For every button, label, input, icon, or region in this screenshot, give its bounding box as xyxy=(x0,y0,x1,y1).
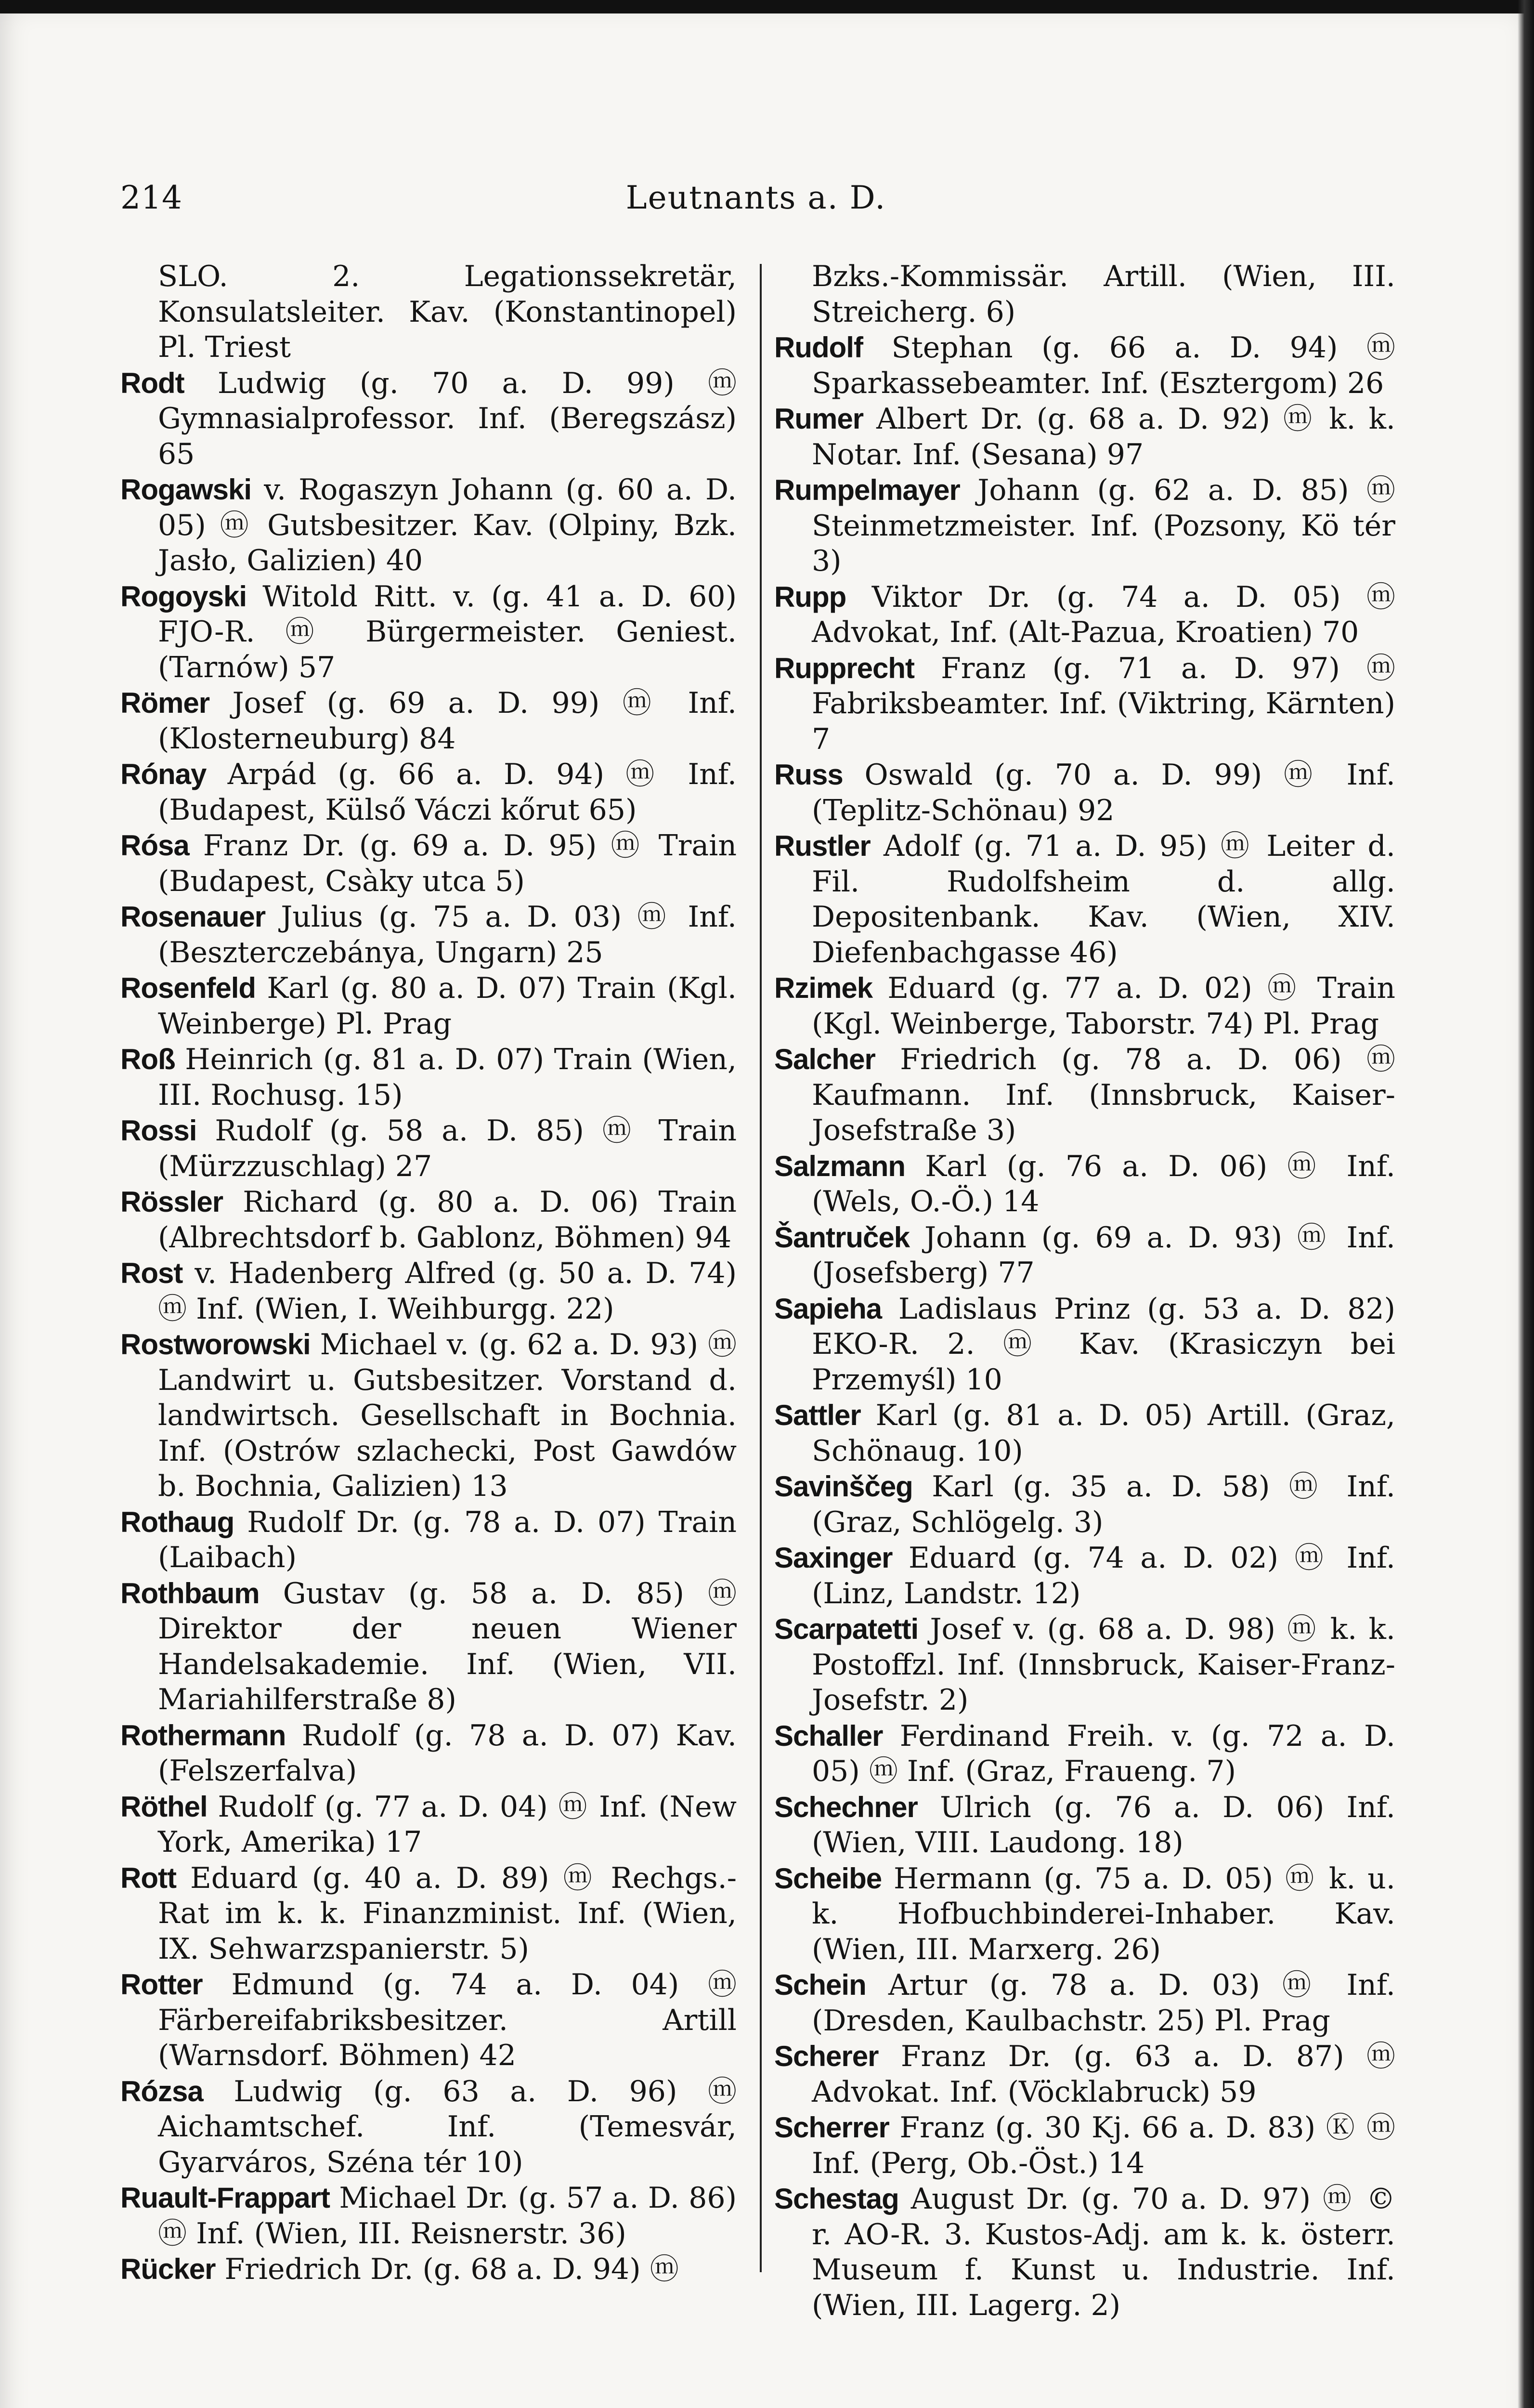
entry-details: Johann (g. 62 a. D. 85) ⓜ Steinmetzmeister. Inf. (Pozsony, Kö tér 3) xyxy=(812,473,1395,578)
directory-entry xyxy=(774,828,1395,970)
directory-entry xyxy=(120,2180,737,2251)
entry-details: Franz (g. 71 a. D. 97) ⓜ Fabriksbeamter. Inf. (Viktring, Kärnten) 7 xyxy=(812,651,1395,756)
directory-entry xyxy=(774,1718,1395,1790)
entry-details: Oswald (g. 70 a. D. 99) ⓜ Inf. (Teplitz-Schönau) 92 xyxy=(812,758,1395,827)
directory-entry xyxy=(120,899,737,970)
entry-details: Eduard (g. 40 a. D. 89) ⓜ Rechgs.-Rat im k. k. Finanzminist. Inf. (Wien, IX. Sehwarzspanierstr. 5) xyxy=(158,1861,737,1966)
entry-surname: Ruault-Frappart xyxy=(120,2182,330,2214)
entry-surname: Rosenfeld xyxy=(120,972,256,1004)
entry-details: Karl (g. 76 a. D. 06) ⓜ Inf. (Wels, O.-Ö.) 14 xyxy=(812,1149,1395,1218)
entry-details: Friedrich Dr. (g. 68 a. D. 94) ⓜ xyxy=(215,2252,679,2286)
entry-details: Artur (g. 78 a. D. 03) ⓜ Inf. (Dresden, Kaulbachstr. 25) Pl. Prag xyxy=(812,1968,1395,2038)
directory-entry xyxy=(774,1042,1395,1149)
directory-entry xyxy=(120,1256,737,1327)
entry-details: Rudolf Dr. (g. 78 a. D. 07) Train (Laibach) xyxy=(158,1505,737,1574)
directory-entry xyxy=(774,757,1395,828)
directory-entry xyxy=(774,1149,1395,1220)
entry-details: Julius (g. 75 a. D. 03) ⓜ Inf. (Beszterczebánya, Ungarn) 25 xyxy=(158,900,737,969)
page-number: 214 xyxy=(120,179,182,216)
directory-entry xyxy=(774,1967,1395,2039)
directory-entry xyxy=(120,685,737,757)
entry-details: Adolf (g. 71 a. D. 95) ⓜ Leiter d. Fil. Rudolfsheim d. allg. Depositenbank. Kav. (Wien, XIV. Diefenbachgasse 46) xyxy=(812,829,1395,969)
entry-details: Michael v. (g. 62 a. D. 93) ⓜ Landwirt u. Gutsbesitzer. Vorstand d. landwirtsch. Gesellschaft in Bochnia. Inf. (Ostrów szlachecki, Post Gawdów b. Bochnia, Galizien) 13 xyxy=(158,1328,737,1503)
directory-entry xyxy=(774,970,1395,1042)
entry-details: Karl (g. 81 a. D. 05) Artill. (Graz, Schönaug. 10) xyxy=(812,1399,1395,1468)
entry-surname: Rogoyski xyxy=(120,580,247,613)
entry-surname: Salzmann xyxy=(774,1150,906,1182)
directory-entry xyxy=(120,366,737,472)
entry-surname: Römer xyxy=(120,687,210,719)
directory-entry xyxy=(774,1469,1395,1540)
entry-surname: Rzimek xyxy=(774,972,873,1004)
entry-details: Richard (g. 80 a. D. 06) Train (Albrechtsdorf b. Gablonz, Böhmen) 94 xyxy=(158,1185,737,1255)
entry-surname: Rupprecht xyxy=(774,652,914,684)
directory-entry xyxy=(120,1327,737,1505)
entry-surname: Rósa xyxy=(120,829,189,862)
entry-details: Josef v. (g. 68 a. D. 98) ⓜ k. k. Postoffzl. Inf. (Innsbruck, Kaiser-Franz-Josefstr. 2) xyxy=(812,1612,1395,1717)
entry-details: Edmund (g. 74 a. D. 04) ⓜ Färbereifabriksbesitzer. Artill (Warnsdorf. Böhmen) 42 xyxy=(158,1968,737,2072)
directory-entry xyxy=(120,1042,737,1113)
entry-surname: Rónay xyxy=(120,758,207,790)
entry-details: v. Rogaszyn Johann (g. 60 a. D. 05) ⓜ Gutsbesitzer. Kav. (Olpiny, Bzk. Jasło, Galizien) 40 xyxy=(158,473,737,577)
directory-entry xyxy=(774,2181,1395,2323)
left-column xyxy=(120,259,737,2288)
entry-surname: Sapieha xyxy=(774,1292,882,1325)
directory-entry xyxy=(774,330,1395,401)
entry-details: Franz Dr. (g. 63 a. D. 87) ⓜ Advokat. Inf. (Vöcklabruck) 59 xyxy=(812,2040,1395,2109)
entry-surname: Rostworowski xyxy=(120,1328,311,1361)
entry-details: Ludwig (g. 70 a. D. 99) ⓜ Gymnasialprofessor. Inf. (Beregszász) 65 xyxy=(158,366,737,471)
directory-entry xyxy=(774,1861,1395,1968)
directory-entry xyxy=(120,1505,737,1576)
entry-details: Michael Dr. (g. 57 a. D. 86) ⓜ Inf. (Wien, III. Reisnerstr. 36) xyxy=(158,2181,737,2251)
entry-details: Rudolf (g. 77 a. D. 04) ⓜ Inf. (New York, Amerika) 17 xyxy=(158,1790,737,1859)
entry-surname: Rumer xyxy=(774,403,864,435)
directory-entry xyxy=(120,472,737,579)
entry-surname: Schaller xyxy=(774,1719,883,1752)
entry-details: Bzks.-Kommissär. Artill. (Wien, III. Streicherg. 6) xyxy=(812,260,1395,329)
entry-details: Stephan (g. 66 a. D. 94) ⓜ Sparkassebeamter. Inf. (Esztergom) 26 xyxy=(812,331,1395,400)
directory-entry xyxy=(774,1398,1395,1469)
entry-details: Hermann (g. 75 a. D. 05) ⓜ k. u. k. Hofbuchbinderei-Inhaber. Kav. (Wien, III. Marxerg. 26) xyxy=(812,1861,1395,1966)
directory-entry xyxy=(774,401,1395,472)
entry-details: Ferdinand Freih. v. (g. 72 a. D. 05) ⓜ Inf. (Graz, Fraueng. 7) xyxy=(812,1719,1395,1788)
entry-details: Arpád (g. 66 a. D. 94) ⓜ Inf. (Budapest, Külső Váczi kőrut 65) xyxy=(158,758,737,827)
entry-surname: Rogawski xyxy=(120,473,252,506)
column-divider xyxy=(760,264,762,2272)
directory-entry xyxy=(120,1184,737,1256)
entry-surname: Scherrer xyxy=(774,2111,889,2144)
directory-entry xyxy=(120,1576,737,1718)
entry-details: Heinrich (g. 81 a. D. 07) Train (Wien, III. Rochusg. 15) xyxy=(158,1043,737,1112)
entry-surname: Šantruček xyxy=(774,1221,910,1254)
entry-surname: Rózsa xyxy=(120,2075,203,2107)
directory-entry xyxy=(774,1540,1395,1611)
entry-surname: Rumpelmayer xyxy=(774,474,960,506)
entry-details: Ludwig (g. 63 a. D. 96) ⓜ Aichamtschef. Inf. (Temesvár, Gyarváros, Széna tér 10) xyxy=(158,2074,737,2179)
entry-details: Eduard (g. 77 a. D. 02) ⓜ Train (Kgl. Weinberge, Taborstr. 74) Pl. Prag xyxy=(812,971,1395,1041)
scan-edge-right xyxy=(1518,0,1534,2408)
directory-entry xyxy=(774,259,1395,330)
entry-surname: Rost xyxy=(120,1257,183,1289)
directory-entry xyxy=(120,579,737,686)
directory-entry xyxy=(774,1611,1395,1718)
directory-entry xyxy=(774,2039,1395,2110)
entry-surname: Rücker xyxy=(120,2253,216,2285)
entry-surname: Schechner xyxy=(774,1791,918,1823)
directory-entry xyxy=(120,1860,737,1967)
entry-surname: Roß xyxy=(120,1043,175,1075)
entry-surname: Rodt xyxy=(120,366,184,399)
entry-surname: Rustler xyxy=(774,830,871,862)
entry-details: Rudolf (g. 78 a. D. 07) Kav. (Felszerfalva) xyxy=(158,1718,737,1788)
directory-entry xyxy=(120,2251,737,2288)
entry-surname: Scherer xyxy=(774,2040,879,2072)
entry-surname: Rothermann xyxy=(120,1719,286,1752)
entry-surname: Rotter xyxy=(120,1968,203,2001)
entry-surname: Rudolf xyxy=(774,331,863,364)
entry-surname: Rupp xyxy=(774,580,846,613)
entry-details: Friedrich (g. 78 a. D. 06) ⓜ Kaufmann. Inf. (Innsbruck, Kaiser-Josefstraße 3) xyxy=(812,1043,1395,1147)
directory-entry xyxy=(120,259,737,366)
directory-entry xyxy=(774,1790,1395,1861)
entry-surname: Sattler xyxy=(774,1399,861,1431)
entry-details: Viktor Dr. (g. 74 a. D. 05) ⓜ Advokat, Inf. (Alt-Pazua, Kroatien) 70 xyxy=(812,580,1395,649)
directory-entry xyxy=(120,1718,737,1789)
directory-entry xyxy=(120,2074,737,2181)
directory-entry xyxy=(774,651,1395,758)
entry-surname: Rott xyxy=(120,1861,176,1894)
entry-details: Witold Ritt. v. (g. 41 a. D. 60) FJO-R. ⓜ Bürgermeister. Geniest. (Tarnów) 57 xyxy=(158,579,737,684)
entry-details: Ladislaus Prinz (g. 53 a. D. 82) EKO-R. 2. ⓜ Kav. (Krasiczyn bei Przemyśl) 10 xyxy=(812,1292,1395,1397)
entry-details: Ulrich (g. 76 a. D. 06) Inf. (Wien, VIII. Laudong. 18) xyxy=(812,1790,1395,1859)
entry-surname: Salcher xyxy=(774,1043,875,1075)
directory-entry xyxy=(120,828,737,899)
directory-entry xyxy=(120,1967,737,2074)
running-title: Leutnants a. D. xyxy=(625,179,886,216)
directory-entry xyxy=(120,970,737,1042)
page-header xyxy=(120,179,1391,232)
entry-surname: Röthel xyxy=(120,1790,208,1823)
entry-surname: Schestag xyxy=(774,2183,899,2215)
entry-details: Eduard (g. 74 a. D. 02) ⓜ Inf. (Linz, Landstr. 12) xyxy=(812,1541,1395,1610)
entry-details: Albert Dr. (g. 68 a. D. 92) ⓜ k. k. Notar. Inf. (Sesana) 97 xyxy=(812,402,1395,471)
entry-surname: Rothbaum xyxy=(120,1577,260,1610)
directory-entry xyxy=(120,1113,737,1184)
entry-details: Franz (g. 30 Kj. 66 a. D. 83) Ⓚ ⓜ Inf. (Perg, Ob.-Öst.) 14 xyxy=(812,2111,1395,2180)
entry-details: Gustav (g. 58 a. D. 85) ⓜ Direktor der neuen Wiener Handelsakademie. Inf. (Wien, VII. Mariahilferstraße 8) xyxy=(158,1576,737,1716)
directory-entry xyxy=(774,579,1395,651)
entry-surname: Schein xyxy=(774,1969,866,2001)
entry-surname: Rössler xyxy=(120,1186,223,1218)
entry-details: SLO. 2. Legationssekretär, Konsulatsleiter. Kav. (Konstantinopel) Pl. Triest xyxy=(158,260,737,364)
directory-entry xyxy=(120,1789,737,1860)
entry-details: Rudolf (g. 58 a. D. 85) ⓜ Train (Mürzzuschlag) 27 xyxy=(158,1114,737,1183)
entry-details: Johann (g. 69 a. D. 93) ⓜ Inf. (Josefsberg) 77 xyxy=(812,1220,1395,1290)
directory-entry xyxy=(774,1291,1395,1398)
entry-surname: Rosenauer xyxy=(120,901,266,933)
entry-details: Karl (g. 35 a. D. 58) ⓜ Inf. (Graz, Schlögelg. 3) xyxy=(812,1470,1395,1539)
entry-details: Karl (g. 80 a. D. 07) Train (Kgl. Weinberge) Pl. Prag xyxy=(158,971,737,1041)
entry-surname: Rossi xyxy=(120,1114,197,1147)
right-column xyxy=(774,259,1395,2323)
entry-surname: Saxinger xyxy=(774,1542,893,1574)
directory-entry xyxy=(774,1220,1395,1291)
directory-entry xyxy=(120,757,737,828)
scan-edge-top xyxy=(0,0,1534,13)
entry-surname: Scarpatetti xyxy=(774,1613,919,1645)
entry-surname: Scheibe xyxy=(774,1862,882,1895)
entry-details: Franz Dr. (g. 69 a. D. 95) ⓜ Train (Budapest, Csàky utca 5) xyxy=(158,829,737,898)
entry-details: Josef (g. 69 a. D. 99) ⓜ Inf. (Klosterneuburg) 84 xyxy=(158,686,737,756)
entry-details: August Dr. (g. 70 a. D. 97) ⓜ © r. AO-R. 3. Kustos-Adj. am k. k. österr. Museum f. Kunst u. Industrie. Inf. (Wien, III. Lagerg. 2) xyxy=(812,2182,1395,2322)
entry-surname: Savinščeg xyxy=(774,1470,913,1503)
entry-surname: Russ xyxy=(774,759,843,791)
directory-entry xyxy=(774,2110,1395,2181)
directory-entry xyxy=(774,472,1395,579)
entry-surname: Rothaug xyxy=(120,1505,234,1538)
entry-details: v. Hadenberg Alfred (g. 50 a. D. 74) ⓜ Inf. (Wien, I. Weihburgg. 22) xyxy=(158,1256,737,1326)
